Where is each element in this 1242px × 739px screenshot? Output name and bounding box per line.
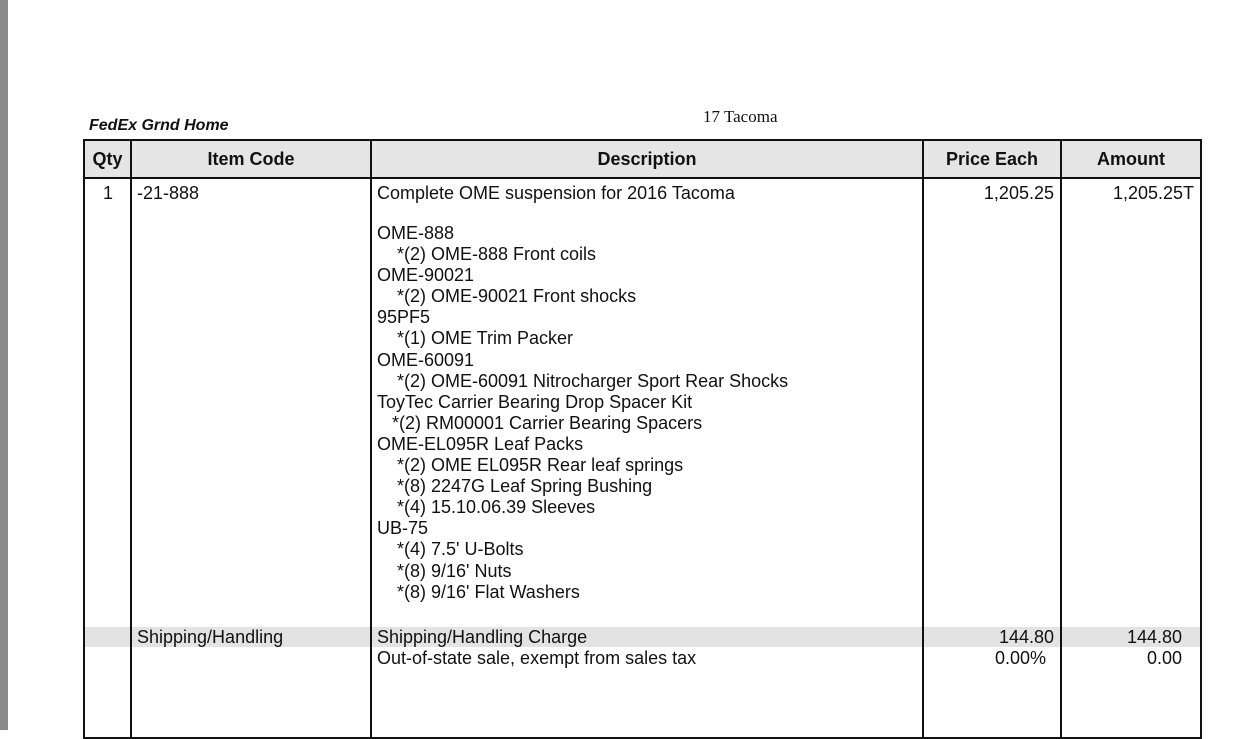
table-header-row (85, 141, 1200, 179)
viewer-left-edge (0, 0, 8, 730)
invoice-table (83, 139, 1202, 739)
detail-line: *(2) RM00001 Carrier Bearing Spacers (377, 412, 703, 433)
tax-amount: 0.00 (1146, 648, 1182, 668)
shipping-amount: 144.80 (1126, 627, 1182, 647)
detail-line: *(2) OME-60091 Nitrocharger Sport Rear Shocks (377, 370, 789, 391)
detail-line: OME-888 (377, 223, 455, 243)
line-item-amount: 1,205.25T (1112, 183, 1194, 203)
line-item-qty: 1 (103, 183, 114, 203)
column-divider (370, 141, 372, 737)
line-item-price-each: 1,205.25 (983, 183, 1054, 203)
ship-method-label: FedEx Grnd Home (89, 117, 229, 134)
tax-description: Out-of-state sale, exempt from sales tax (377, 648, 697, 668)
col-header-price-each: Price Each (945, 149, 1039, 169)
col-header-description: Description (597, 149, 697, 169)
col-header-item-code: Item Code (207, 149, 295, 169)
detail-line: 95PF5 (377, 307, 431, 328)
order-reference: 17 Tacoma (703, 107, 778, 126)
detail-line: *(4) 15.10.06.39 Sleeves (377, 497, 596, 518)
detail-line: *(2) OME-90021 Front shocks (377, 286, 637, 307)
shipping-description: Shipping/Handling Charge (377, 627, 588, 647)
detail-line: *(8) 9/16' Flat Washers (377, 581, 580, 602)
col-header-qty: Qty (92, 149, 123, 169)
shipping-item-code: Shipping/Handling (137, 627, 284, 647)
detail-line: OME-90021 (377, 265, 475, 286)
detail-line: OME-EL095R Leaf Packs (377, 433, 584, 454)
detail-line: *(4) 7.5' U-Bolts (377, 539, 524, 560)
detail-line: UB-75 (377, 518, 429, 539)
detail-line: *(1) OME Trim Packer (377, 328, 574, 349)
detail-line: *(8) 2247G Leaf Spring Bushing (377, 476, 653, 497)
detail-line: OME-60091 (377, 349, 475, 370)
shipping-price-each: 144.80 (998, 627, 1054, 647)
line-item-details (377, 223, 788, 603)
line-item-description: Complete OME suspension for 2016 Tacoma (377, 183, 735, 203)
detail-line: ToyTec Carrier Bearing Drop Spacer Kit (377, 391, 693, 412)
detail-line: *(2) OME EL095R Rear leaf springs (377, 455, 684, 476)
detail-line: *(2) OME-888 Front coils (377, 244, 597, 265)
column-divider (130, 141, 132, 737)
tax-rate: 0.00% (994, 648, 1046, 668)
detail-line: *(8) 9/16' Nuts (377, 560, 512, 581)
col-header-amount: Amount (1097, 149, 1165, 169)
line-item-code: -21-888 (137, 183, 200, 203)
